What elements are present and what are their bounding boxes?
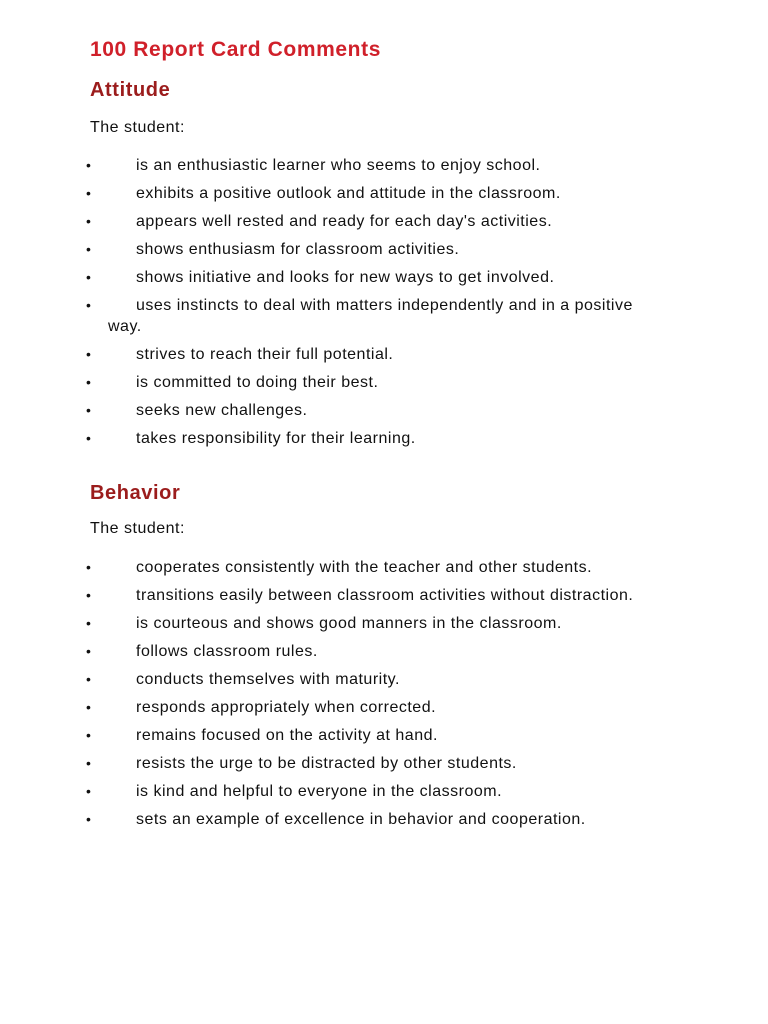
behavior-intro: The student: [90,520,185,537]
list-item-text: remains focused on the activity at hand. [136,727,438,744]
bullet-icon: • [86,811,92,827]
bullet-icon: • [86,699,92,715]
list-item-text: strives to reach their full potential. [136,346,394,363]
list-item-text: is kind and helpful to everyone in the classroom. [136,783,503,800]
bullet-icon: • [86,402,92,418]
bullet-icon: • [86,374,92,390]
list-item [0,428,668,449]
document-title: 100 Report Card Comments [90,38,381,61]
list-item [0,400,668,421]
list-item [0,239,668,260]
bullet-icon: • [86,213,92,229]
section-heading-behavior: Behavior [90,482,181,504]
list-item-text: appears well rested and ready for each day's activities. [136,213,553,230]
list-item-text: resists the urge to be distracted by other students. [136,755,517,772]
bullet-icon: • [86,297,92,313]
list-item [0,344,668,365]
list-item-text: responds appropriately when corrected. [136,699,437,716]
list-item [0,183,668,204]
bullet-icon: • [86,755,92,771]
list-item-text: follows classroom rules. [136,643,318,660]
list-item-text: shows enthusiasm for classroom activities. [136,241,460,258]
list-item-text: cooperates consistently with the teacher and other students. [136,559,593,576]
list-item-text: is an enthusiastic learner who seems to enjoy school. [136,157,541,174]
attitude-intro: The student: [90,119,185,136]
list-item [0,697,668,718]
list-item [0,809,668,830]
bullet-icon: • [86,727,92,743]
list-item-text: is committed to doing their best. [136,374,379,391]
bullet-icon: • [86,269,92,285]
list-item [0,641,668,662]
list-item [0,781,668,802]
attitude-list [0,155,768,456]
list-item [0,267,668,288]
list-item-text: exhibits a positive outlook and attitude in the classroom. [136,185,561,202]
list-item-text: is courteous and shows good manners in the classroom. [136,615,562,632]
list-item [0,295,668,337]
behavior-list [0,557,768,837]
bullet-icon: • [86,346,92,362]
bullet-icon: • [86,783,92,799]
bullet-icon: • [86,430,92,446]
bullet-icon: • [86,185,92,201]
list-item [0,211,668,232]
bullet-icon: • [86,241,92,257]
list-item [0,372,668,393]
bullet-icon: • [86,615,92,631]
bullet-icon: • [86,559,92,575]
list-item-text: sets an example of excellence in behavior and cooperation. [136,811,586,828]
bullet-icon: • [86,671,92,687]
list-item [0,669,668,690]
list-item [0,557,668,578]
list-item [0,753,668,774]
bullet-icon: • [86,157,92,173]
list-item-text: uses instincts to deal with matters independently and in a positive way. [108,297,633,335]
list-item [0,585,668,606]
list-item-text: seeks new challenges. [136,402,308,419]
bullet-icon: • [86,643,92,659]
bullet-icon: • [86,587,92,603]
list-item-text: shows initiative and looks for new ways to get involved. [136,269,555,286]
section-heading-attitude: Attitude [90,79,171,101]
list-item [0,613,668,634]
list-item-text: conducts themselves with maturity. [136,671,400,688]
list-item-text: transitions easily between classroom activities without distraction. [136,587,634,604]
list-item-text: takes responsibility for their learning. [136,430,416,447]
list-item [0,155,668,176]
list-item [0,725,668,746]
